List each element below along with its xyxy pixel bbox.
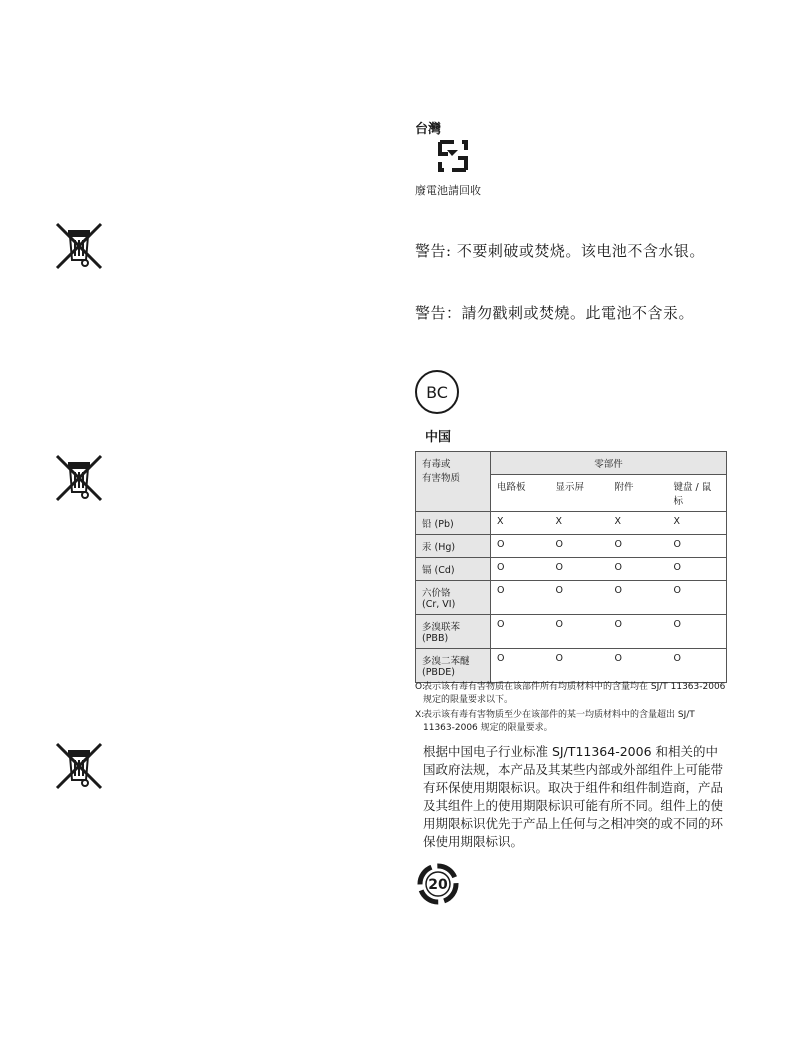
value-cell: O	[609, 535, 668, 558]
weee-crossed-bin-icon	[53, 220, 105, 272]
value-cell: O	[550, 649, 609, 683]
substance-cell: 汞 (Hg)	[416, 535, 491, 558]
table-row	[416, 581, 727, 615]
value-cell: O	[668, 558, 727, 581]
table-row	[416, 512, 727, 535]
value-cell: X	[609, 512, 668, 535]
value-cell: O	[491, 615, 550, 649]
substance-cell: 镉 (Cd)	[416, 558, 491, 581]
part-column-header: 电路板	[491, 475, 550, 512]
substance-cell: 六价铬 (Cr, VI)	[416, 581, 491, 615]
epup-20-icon	[416, 862, 460, 906]
table-row	[416, 615, 727, 649]
epup-paragraph: 根据中国电子行业标准 SJ/T11364-2006 和相关的中国政府法规，本产品及其某些内部或外部组件上可能带有环保使用期限标识。取决于组件和组件制造商，产品及其组件上的使用期限标识可能有所不同。组件上的使用期限标识优先于产品上任何与之相冲突的或不同的环保使用期限标识。	[423, 744, 724, 849]
value-cell: O	[668, 581, 727, 615]
hazardous-substance-table	[415, 451, 727, 683]
table-row	[416, 649, 727, 683]
china-title: 中国	[425, 430, 452, 445]
weee-crossed-bin-icon	[53, 740, 105, 792]
value-cell: O	[550, 581, 609, 615]
value-cell: O	[491, 649, 550, 683]
value-cell: O	[668, 535, 727, 558]
warning-simplified: 警告: 不要刺破或焚烧。该电池不含水银。	[415, 242, 705, 260]
table-row	[416, 558, 727, 581]
part-column-header: 显示屏	[550, 475, 609, 512]
value-cell: O	[668, 649, 727, 683]
value-cell: O	[550, 558, 609, 581]
table-row	[416, 535, 727, 558]
taiwan-recycle-icon	[436, 138, 470, 174]
epup-number: 20	[428, 877, 448, 893]
value-cell: O	[668, 615, 727, 649]
note-x-key: X:	[415, 710, 425, 720]
note-x	[415, 709, 728, 735]
value-cell: O	[550, 535, 609, 558]
taiwan-title: 台灣	[415, 122, 442, 137]
part-column-header: 附件	[609, 475, 668, 512]
value-cell: X	[668, 512, 727, 535]
value-cell: O	[609, 558, 668, 581]
part-column-header: 键盘 / 鼠标	[668, 475, 727, 512]
note-o	[415, 681, 728, 707]
substance-cell: 多溴二苯醚 (PBDE)	[416, 649, 491, 683]
substance-cell: 多溴联苯 (PBB)	[416, 615, 491, 649]
table-header-row	[416, 452, 727, 475]
note-o-text: 表示该有毒有害物质在该部件所有均质材料中的含量均在 SJ/T 11363-2006 规定的限量要求以下。	[423, 682, 726, 705]
substance-cell: 铅 (Pb)	[416, 512, 491, 535]
value-cell: X	[550, 512, 609, 535]
taiwan-recycle-caption: 廢電池請回收	[415, 184, 481, 197]
value-cell: O	[491, 581, 550, 615]
parts-header: 零部件	[491, 452, 727, 475]
bc-mark: BC	[415, 370, 459, 414]
note-o-key: O:	[415, 682, 425, 692]
value-cell: O	[609, 649, 668, 683]
warning-traditional: 警告：請勿戳刺或焚燒。此電池不含汞。	[415, 304, 695, 322]
value-cell: O	[491, 558, 550, 581]
value-cell: O	[491, 535, 550, 558]
value-cell: O	[609, 615, 668, 649]
value-cell: O	[609, 581, 668, 615]
value-cell: X	[491, 512, 550, 535]
weee-crossed-bin-icon	[53, 452, 105, 504]
value-cell: O	[550, 615, 609, 649]
substance-header: 有毒或 有害物质	[416, 452, 491, 512]
note-x-text: 表示该有毒有害物质至少在该部件的某一均质材料中的含量超出 SJ/T 11363-2006 规定的限量要求。	[423, 710, 695, 733]
